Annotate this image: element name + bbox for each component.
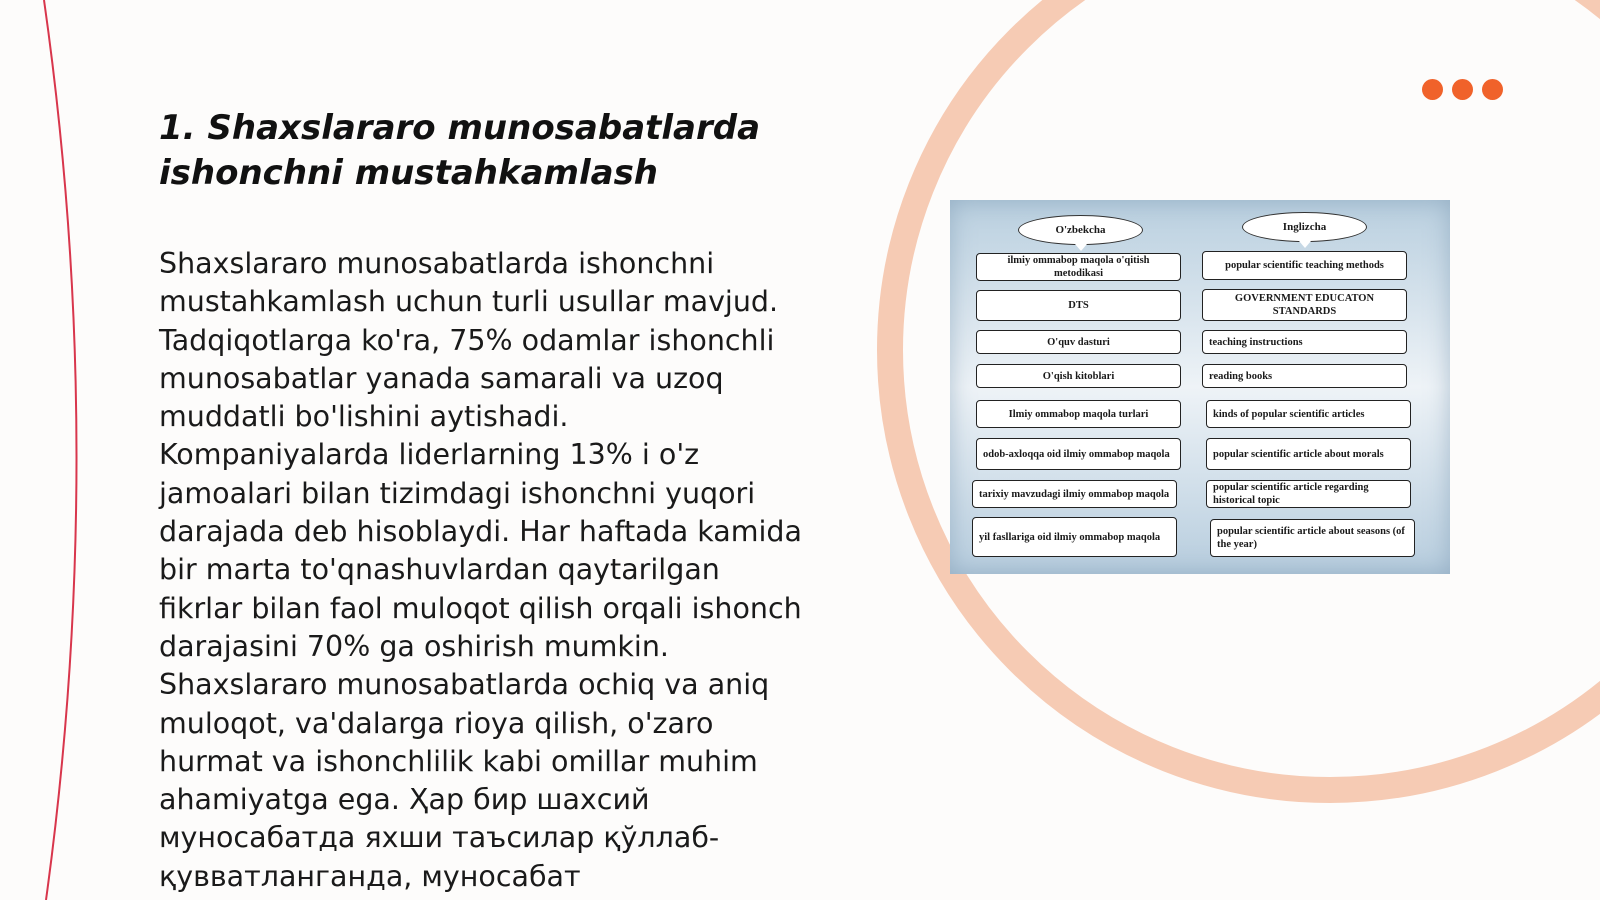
body-line: Tadqiqotlarga ko'ra, 75% odamlar ishonchli [159, 323, 775, 357]
body-line: bir marta to'qnashuvlardan qaytarilgan [159, 553, 720, 587]
slide-title [159, 106, 859, 196]
body-line: Shaxslararo munosabatlarda ishonchni [159, 247, 715, 280]
term-uz-cell: O'quv dasturi [976, 330, 1181, 354]
body-line: mustahkamlash uchun turli usullar mavjud. [159, 285, 779, 319]
term-uz-cell: O'qish kitoblari [976, 364, 1181, 388]
term-uz-cell: ilmiy ommabop maqola o'qitish metodikasi [976, 253, 1181, 281]
slide-title-line-2: ishonchni mustahkamlash [159, 153, 659, 193]
term-uz-cell: yil fasllariga oid ilmiy ommabop maqola [972, 517, 1177, 557]
accent-dot [1482, 79, 1503, 100]
body-line: jamoalari bilan tizimdagi ishonchni yuqori [159, 476, 756, 510]
term-en-cell: popular scientific article regarding historical topic [1206, 480, 1411, 508]
body-line: Kompaniyalarda liderlarning 13% i o'z [159, 438, 700, 472]
accent-dots [1422, 79, 1503, 100]
body-line: muddatli bo'lishini aytishadi. [159, 400, 569, 434]
body-line: hurmat va ishonchlilik kabi omillar muhim [159, 744, 758, 778]
body-line: muloqot, va'dalarga rioya qilish, o'zaro [159, 706, 714, 740]
term-uz-cell: odob-axloqqa oid ilmiy ommabop maqola [976, 438, 1181, 470]
slide-title-line-1: 1. Shaxslararo munosabatlarda [159, 108, 761, 148]
term-en-cell: GOVERNMENT EDUCATON STANDARDS [1202, 289, 1407, 321]
body-line: қувватланганда, муносабат [159, 859, 581, 893]
body-line: муносабатда яхши таъсилар қўллаб- [159, 821, 720, 855]
term-en-cell: popular scientific article about seasons (of the year) [1210, 519, 1415, 557]
body-line: Shaxslararo munosabatlarda ochiq va aniq [159, 668, 770, 702]
body-line: munosabatlar yanada samarali va uzoq [159, 361, 724, 395]
accent-dot [1452, 79, 1473, 100]
term-uz-cell: Ilmiy ommabop maqola turlari [976, 400, 1181, 428]
header-bubble-english: Inglizcha [1242, 212, 1367, 242]
term-uz-cell: tarixiy mavzudagi ilmiy ommabop maqola [972, 480, 1177, 508]
term-en-cell: reading books [1202, 364, 1407, 388]
accent-dot [1422, 79, 1443, 100]
body-line: darajasini 70% ga oshirish mumkin. [159, 629, 669, 663]
terminology-figure [950, 200, 1450, 574]
header-bubble-uzbek: O'zbekcha [1018, 215, 1143, 245]
body-line: ahamiyatga ega. Ҳар бир шахсий [159, 783, 650, 817]
term-en-cell: popular scientific teaching methods [1202, 251, 1407, 280]
term-en-cell: kinds of popular scientific articles [1206, 400, 1411, 428]
body-line: darajada deb hisoblaydi. Har haftada kamida [159, 515, 802, 549]
term-en-cell: popular scientific article about morals [1206, 438, 1411, 470]
term-uz-cell: DTS [976, 290, 1181, 321]
decorative-left-curve [44, 0, 77, 900]
term-en-cell: teaching instructions [1202, 330, 1407, 354]
body-line: fikrlar bilan faol muloqot qilish orqali ishonch [159, 591, 802, 625]
slide-body-text [159, 245, 849, 896]
